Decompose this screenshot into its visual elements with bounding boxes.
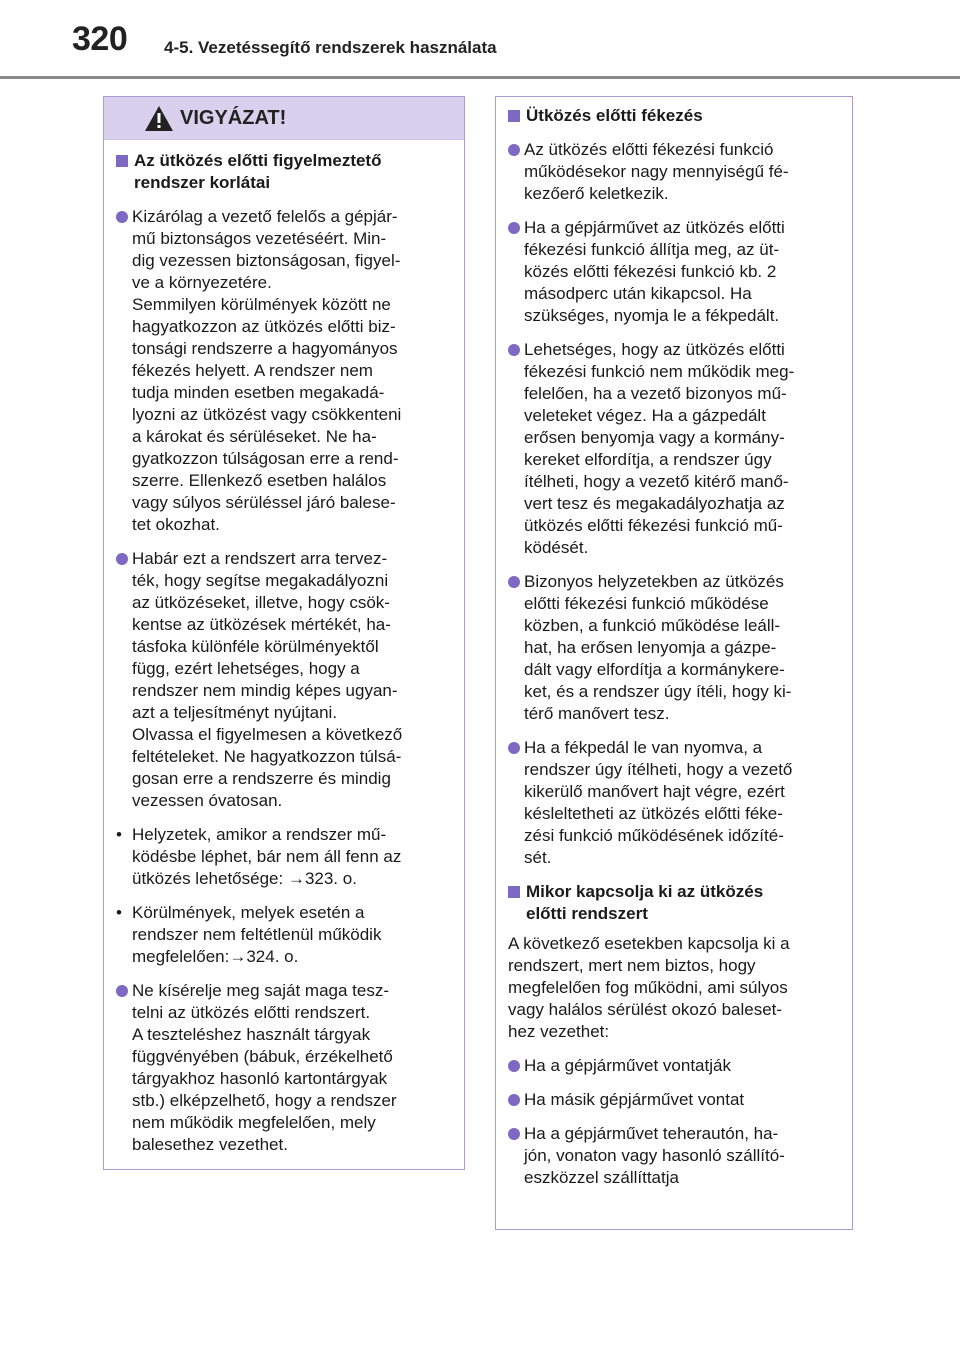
text-line: zési funkció működésének időzíté- [524,826,784,845]
paragraph [508,933,840,1043]
bullet-icon: • [116,825,122,844]
circle-bullet-icon [508,576,520,588]
text-line: rendszer úgy ítélheti, hogy a vezető [524,760,793,779]
text-line: tet okozhat. [132,515,220,534]
text-line: rendszer nem feltétlenül működik [132,925,382,944]
circle-bullet-icon [116,211,128,223]
text-line: térő manővert tesz. [524,704,670,723]
text-line: Helyzetek, amikor a rendszer mű- [132,825,387,844]
square-bullet-icon [508,110,520,122]
text-line: vert tesz és megakadályozhatja az [524,494,785,513]
page-number: 320 [72,20,128,58]
text-line: Körülmények, melyek esetén a [132,903,365,922]
text-line: késleltetheti az ütközés előtti féke- [524,804,783,823]
square-bullet-icon [508,886,520,898]
list-item [116,980,452,1156]
text-line: Az ütközés előtti fékezési funkció [524,140,774,159]
list-item [116,206,452,536]
text-line: Mikor kapcsolja ki az ütközés [526,882,764,901]
circle-bullet-icon [508,344,520,356]
list-item [508,1089,840,1111]
text-line: Olvassa el figyelmesen a következő [132,725,403,744]
text-line: eszközzel szállíttatja [524,1168,679,1187]
text-line: stb.) elképzelhető, hogy a rendszer [132,1091,397,1110]
text-line: dig vezessen biztonságosan, figyel- [132,251,401,270]
text-line: balesethez vezethet. [132,1135,288,1154]
text-line: ket, és a rendszer úgy ítéli, hogy ki- [524,682,792,701]
text-line: gyatkozzon túlságosan erre a rend- [132,449,399,468]
text-line: vezessen óvatosan. [132,791,283,810]
text-line: megfelelően:→324. o. [132,947,299,966]
text-line: Semmilyen körülmények között ne [132,295,391,314]
text-line: hagyatkozzon az ütközés előtti biz- [132,317,396,336]
text-line: hat, ha erősen lenyomja a gázpe- [524,638,777,657]
text-line: szükséges, nyomja le a fékpedált. [524,306,780,325]
caution-header [104,97,464,140]
text-line: gosan erre a rendszerre és mindig [132,769,391,788]
text-line: a károkat és sérüléseket. Ne ha- [132,427,377,446]
list-item [508,737,840,869]
text-line: azt a teljesítményt nyújtani. [132,703,338,722]
text-line: másodperc után kikapcsol. Ha [524,284,752,303]
text-line: az ütközéseket, illetve, hogy csök- [132,593,390,612]
circle-bullet-icon [508,1128,520,1140]
text-line: közés előtti fékezési funkció kb. 2 [524,262,777,281]
text-line: Ha másik gépjárművet vontat [524,1090,745,1109]
circle-bullet-icon [508,222,520,234]
text-line: előtti rendszert [526,904,648,923]
text-line: sét. [524,848,552,867]
text-line: feltételeket. Ne hagyatkozzon túlsá- [132,747,402,766]
circle-bullet-icon [508,1060,520,1072]
list-item [508,339,840,559]
text-line: ték, hogy segítse megakadályozni [132,571,389,590]
text-line: tudja minden esetben megakadá- [132,383,385,402]
list-item [508,1123,840,1189]
circle-bullet-icon [116,553,128,565]
list-item [508,217,840,327]
text-line: függvényében (bábuk, érzékelhető [132,1047,393,1066]
text-line: függ, ezért lehetséges, hogy a [132,659,360,678]
circle-bullet-icon [116,985,128,997]
text-line: vagy súlyos sérüléssel járó balese- [132,493,396,512]
text-line: dált vagy elfordítja a kormánykere- [524,660,785,679]
text-line: felelően, ha a vezető bizonyos mű- [524,384,787,403]
text-line: működésekor nagy mennyiségű fé- [524,162,789,181]
text-line: mű biztonságos vezetéséért. Min- [132,229,387,248]
list-item [116,548,452,812]
text-line: Ha a gépjárművet teherautón, ha- [524,1124,779,1143]
text-line: A teszteléshez használt tárgyak [132,1025,371,1044]
text-line: erősen benyomja vagy a kormány- [524,428,785,447]
text-line: ve a környezetére. [132,273,272,292]
text-line: szerre. Ellenkező esetben halálos [132,471,387,490]
text-line: fékezési funkció állítja meg, az üt- [524,240,780,259]
text-line: fékezés helyett. A rendszer nem [132,361,373,380]
text-line: ködését. [524,538,589,557]
text-line: kentse az ütközések mértékét, ha- [132,615,391,634]
text-line: tonsági rendszerre a hagyományos [132,339,398,358]
header-rule [0,76,960,79]
text-line: Lehetséges, hogy az ütközés előtti [524,340,785,359]
text-line: nem működik megfelelően, mely [132,1113,376,1132]
right-column-box [495,96,853,1230]
text-line: fékezési funkció nem működik meg- [524,362,795,381]
text-line: telni az ütközés előtti rendszert. [132,1003,371,1022]
text-line: tásfoka különféle körülményektől [132,637,379,656]
text-line: vagy halálos sérülést okozó baleset- [508,1000,783,1019]
text-line: rendszer korlátai [134,173,271,192]
text-line: ütközés előtti fékezési funkció mű- [524,516,783,535]
text-line: lyozni az ütközést vagy csökkenteni [132,405,402,424]
text-line: Ha a gépjárművet vontatják [524,1056,731,1075]
list-item [116,824,452,890]
caution-box [103,96,465,1170]
text-line: kereket elfordítja, a rendszer úgy [524,450,772,469]
text-line: Az ütközés előtti figyelmeztető [134,151,382,170]
caution-title: VIGYÁZAT! [180,107,287,129]
text-line: Ne kísérelje meg saját maga tesz- [132,981,389,1000]
list-item [508,139,840,205]
text-line: A következő esetekben kapcsolja ki a [508,934,790,953]
text-line: ködésbe léphet, bár nem áll fenn az [132,847,402,866]
section-heading [508,881,840,925]
circle-bullet-icon [508,742,520,754]
text-line: jón, vonaton vagy hasonló szállító- [524,1146,785,1165]
text-line: rendszer nem mindig képes ugyan- [132,681,398,700]
text-line: Bizonyos helyzetekben az ütközés [524,572,784,591]
section-heading [508,105,840,127]
right-content [496,97,852,1189]
page-header [0,0,960,78]
list-item [116,902,452,968]
circle-bullet-icon [508,144,520,156]
text-line: megfelelően fog működni, ami súlyos [508,978,788,997]
square-bullet-icon [116,155,128,167]
text-line: közben, a funkció működése leáll- [524,616,781,635]
bullet-icon: • [116,903,122,922]
text-line: rendszert, mert nem biztos, hogy [508,956,756,975]
text-line: ítélheti, hogy a vezető kitérő manő- [524,472,789,491]
circle-bullet-icon [508,1094,520,1106]
warning-triangle-icon [144,105,174,132]
text-line: előtti fékezési funkció működése [524,594,769,613]
caution-content [104,140,464,1156]
text-line: Ha a gépjárművet az ütközés előtti [524,218,785,237]
list-item [508,571,840,725]
text-line: Kizárólag a vezető felelős a gépjár- [132,207,398,226]
chapter-title: 4-5. Vezetéssegítő rendszerek használata [164,38,497,57]
text-line: tárgyakhoz hasonló kartontárgyak [132,1069,388,1088]
text-line: Habár ezt a rendszert arra tervez- [132,549,388,568]
text-line: kikerülő manővert hajt végre, ezért [524,782,785,801]
text-line: hez vezethet: [508,1022,610,1041]
text-line: kezőerő keletkezik. [524,184,669,203]
text-line: Ha a fékpedál le van nyomva, a [524,738,763,757]
text-line: ütközés lehetősége: →323. o. [132,869,357,888]
text-line: veleteket végez. Ha a gázpedált [524,406,766,425]
section-heading [116,150,452,194]
text-line: Ütközés előtti fékezés [526,106,703,125]
list-item [508,1055,840,1077]
